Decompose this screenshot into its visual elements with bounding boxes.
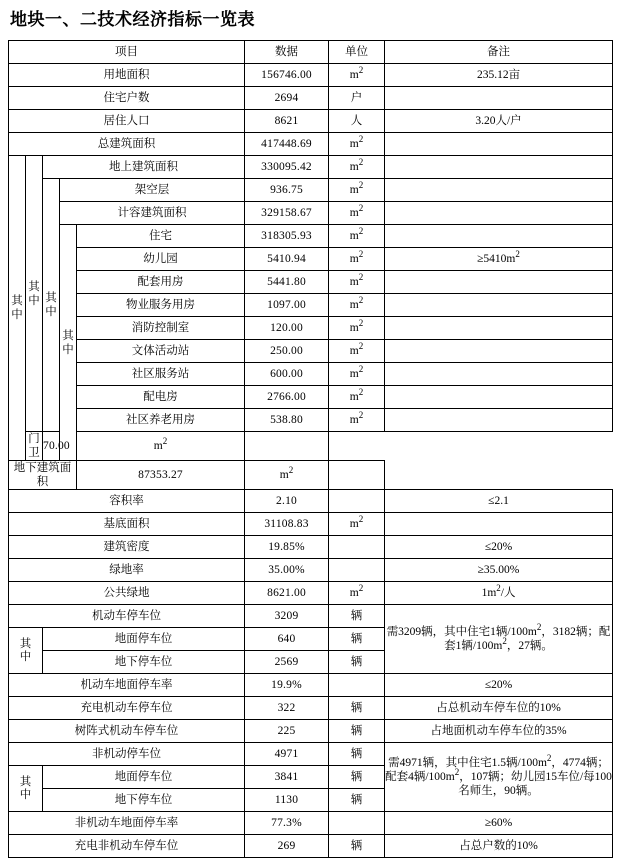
qizhong-level1	[9, 156, 26, 461]
qizhong-char-2: 中	[28, 294, 40, 307]
row-note	[385, 271, 613, 294]
row-label: 架空层	[60, 179, 245, 202]
row-label: 树阵式机动车停车位	[9, 720, 245, 743]
row-unit: 户	[329, 87, 385, 110]
row-value: 225	[245, 720, 329, 743]
row-label: 充电机动车停车位	[9, 697, 245, 720]
table-row	[9, 582, 613, 605]
row-label: 计容建筑面积	[60, 202, 245, 225]
row-value: 8621.00	[245, 582, 329, 605]
qizhong-char-1: 其	[45, 292, 57, 304]
row-note	[385, 340, 613, 363]
row-label: 充电非机动车停车位	[9, 835, 245, 858]
row-note	[385, 179, 613, 202]
row-label: 幼儿园	[77, 248, 245, 271]
row-unit: $m^2$	[329, 133, 385, 156]
row-unit	[329, 559, 385, 582]
row-note	[385, 87, 613, 110]
table-row	[9, 674, 613, 697]
table-row	[9, 202, 613, 225]
row-label: 总建筑面积	[9, 133, 245, 156]
table-row	[9, 743, 613, 766]
row-value: 269	[245, 835, 329, 858]
row-label: 物业服务用房	[77, 294, 245, 317]
row-note: $\ge 5410m^2$	[385, 248, 613, 271]
qizhong-level4	[60, 225, 77, 461]
row-label: 地面停车位	[43, 766, 245, 789]
table-row	[9, 697, 613, 720]
qizhong-char-1: 其	[62, 329, 74, 342]
qizhong-nonmotor-parking	[9, 766, 43, 812]
row-value: 318305.93	[245, 225, 329, 248]
qizhong-char-2: 中	[45, 306, 57, 318]
row-label: 地面停车位	[43, 628, 245, 651]
row-value: 2694	[245, 87, 329, 110]
row-unit: $m^2$	[329, 386, 385, 409]
indicator-table	[8, 40, 613, 858]
row-unit: 人	[329, 110, 385, 133]
row-value: 31108.83	[245, 513, 329, 536]
row-unit: $m^2$	[329, 248, 385, 271]
row-note	[385, 363, 613, 386]
qizhong-char-2: 中	[19, 650, 32, 663]
row-value: 19.85%	[245, 536, 329, 559]
row-note	[385, 202, 613, 225]
row-value: 35.00%	[245, 559, 329, 582]
row-note	[329, 461, 385, 490]
row-label: 地上建筑面积	[43, 156, 245, 179]
table-row	[9, 812, 613, 835]
row-note: ≤20%	[385, 674, 613, 697]
table-row	[9, 513, 613, 536]
row-note: 占地面机动车停车位的35%	[385, 720, 613, 743]
row-unit: 辆	[329, 651, 385, 674]
qizhong-motor-parking	[9, 628, 43, 674]
row-note: 需4971辆，其中住宅1.5辆$/100m^2$，4774辆；配套4辆$/100m^2$，107辆；幼儿园15车位/每100名师生，90辆。	[385, 743, 613, 812]
row-label: 非机动车地面停车率	[9, 812, 245, 835]
row-note	[385, 225, 613, 248]
row-label: 用地面积	[9, 64, 245, 87]
qizhong-char-2: 中	[62, 343, 74, 356]
row-unit: $m^2$	[329, 294, 385, 317]
row-label: 地下停车位	[43, 651, 245, 674]
row-unit: $m^2$	[329, 363, 385, 386]
row-label: 消防控制室	[77, 317, 245, 340]
qizhong-char-2: 中	[11, 309, 23, 321]
qizhong-char-1: 其	[28, 280, 40, 293]
row-note: ≤2.1	[385, 490, 613, 513]
row-value: 330095.42	[245, 156, 329, 179]
row-note: $1m^2/$人	[385, 582, 613, 605]
qizhong-level2	[26, 156, 43, 432]
row-value: 417448.69	[245, 133, 329, 156]
row-value: 77.3%	[245, 812, 329, 835]
row-note: 占总机动车停车位的10%	[385, 697, 613, 720]
row-note: 235.12亩	[385, 64, 613, 87]
row-note	[385, 156, 613, 179]
row-note: ≥60%	[385, 812, 613, 835]
row-value: 8621	[245, 110, 329, 133]
row-unit: $m^2$	[329, 156, 385, 179]
row-note: ≥35.00%	[385, 559, 613, 582]
row-note	[385, 294, 613, 317]
row-label: 地下停车位	[43, 789, 245, 812]
row-label: 居住人口	[9, 110, 245, 133]
table-row	[9, 432, 613, 461]
row-value: 120.00	[245, 317, 329, 340]
table-header-row	[9, 41, 613, 64]
row-label: 绿地率	[9, 559, 245, 582]
row-value: 3209	[245, 605, 329, 628]
row-unit: $m^2$	[329, 225, 385, 248]
row-unit	[329, 536, 385, 559]
table-row	[9, 340, 613, 363]
row-unit: $m^2$	[329, 179, 385, 202]
row-value: 640	[245, 628, 329, 651]
table-row	[9, 461, 613, 490]
row-unit	[329, 674, 385, 697]
row-unit	[329, 490, 385, 513]
row-value: 329158.67	[245, 202, 329, 225]
header-value: 数据	[245, 41, 329, 64]
row-note: ≤20%	[385, 536, 613, 559]
header-note: 备注	[385, 41, 613, 64]
row-label: 社区服务站	[77, 363, 245, 386]
row-value: 250.00	[245, 340, 329, 363]
row-unit: 辆	[329, 720, 385, 743]
row-value: 4971	[245, 743, 329, 766]
table-row	[9, 386, 613, 409]
table-row	[9, 156, 613, 179]
row-label: 住宅户数	[9, 87, 245, 110]
row-unit: $m^2$	[77, 432, 245, 461]
row-label: 公共绿地	[9, 582, 245, 605]
row-note	[385, 409, 613, 432]
table-row	[9, 720, 613, 743]
row-label: 配电房	[77, 386, 245, 409]
row-unit: 辆	[329, 789, 385, 812]
table-row	[9, 490, 613, 513]
row-unit: 辆	[329, 743, 385, 766]
row-unit: $m^2$	[329, 64, 385, 87]
row-label: 住宅	[77, 225, 245, 248]
row-unit: 辆	[329, 766, 385, 789]
row-note	[385, 317, 613, 340]
row-unit: $m^2$	[245, 461, 329, 490]
row-label: 配套用房	[77, 271, 245, 294]
table-row	[9, 271, 613, 294]
table-row	[9, 179, 613, 202]
table-row	[9, 133, 613, 156]
header-item: 项目	[9, 41, 245, 64]
table-row	[9, 536, 613, 559]
table-row	[9, 248, 613, 271]
row-value: 70.00	[43, 432, 60, 461]
row-unit: 辆	[329, 628, 385, 651]
row-value: 87353.27	[77, 461, 245, 490]
row-value: 3841	[245, 766, 329, 789]
row-unit: $m^2$	[329, 271, 385, 294]
row-unit	[329, 812, 385, 835]
row-note	[245, 432, 329, 461]
row-value: 2569	[245, 651, 329, 674]
qizhong-char-1: 其	[19, 775, 32, 788]
page-title: 地块一、二技术经济指标一览表	[10, 10, 255, 29]
row-value: 5410.94	[245, 248, 329, 271]
table-row	[9, 294, 613, 317]
row-value: 2766.00	[245, 386, 329, 409]
row-label: 容积率	[9, 490, 245, 513]
qizhong-char-2: 中	[19, 788, 32, 801]
row-unit: $m^2$	[329, 202, 385, 225]
row-value: 322	[245, 697, 329, 720]
table-row	[9, 317, 613, 340]
row-unit: 辆	[329, 605, 385, 628]
row-value: 2.10	[245, 490, 329, 513]
row-label: 机动车停车位	[9, 605, 245, 628]
table-row	[9, 835, 613, 858]
row-note: 需3209辆，其中住宅1辆$/100m^2$，3182辆；配套1辆$/100m^2$，27辆。	[385, 605, 613, 674]
row-value: 600.00	[245, 363, 329, 386]
row-value: 538.80	[245, 409, 329, 432]
row-value: 156746.00	[245, 64, 329, 87]
qizhong-level3	[43, 179, 60, 432]
row-label: 门卫	[26, 432, 43, 461]
row-note	[385, 513, 613, 536]
table-row	[9, 110, 613, 133]
row-label: 基底面积	[9, 513, 245, 536]
row-note	[385, 133, 613, 156]
table-row	[9, 605, 613, 628]
row-note: 3.20人/户	[385, 110, 613, 133]
row-label: 社区养老用房	[77, 409, 245, 432]
row-unit: 辆	[329, 697, 385, 720]
row-value: 936.75	[245, 179, 329, 202]
table-row	[9, 559, 613, 582]
row-label: 非机动停车位	[9, 743, 245, 766]
row-note	[385, 386, 613, 409]
row-label: 文体活动站	[77, 340, 245, 363]
row-label: 地下建筑面积	[9, 461, 77, 490]
row-unit: $m^2$	[329, 340, 385, 363]
row-unit: $m^2$	[329, 582, 385, 605]
row-unit: $m^2$	[329, 513, 385, 536]
qizhong-char-1: 其	[19, 637, 32, 650]
row-value: 1130	[245, 789, 329, 812]
row-value: 5441.80	[245, 271, 329, 294]
row-unit: $m^2$	[329, 317, 385, 340]
table-row	[9, 87, 613, 110]
row-label: 建筑密度	[9, 536, 245, 559]
table-row	[9, 225, 613, 248]
row-note: 占总户数的10%	[385, 835, 613, 858]
row-unit: 辆	[329, 835, 385, 858]
row-value: 1097.00	[245, 294, 329, 317]
row-unit: $m^2$	[329, 409, 385, 432]
table-row	[9, 363, 613, 386]
row-value: 19.9%	[245, 674, 329, 697]
table-row	[9, 64, 613, 87]
table-row	[9, 409, 613, 432]
qizhong-char-1: 其	[11, 295, 23, 307]
row-label: 机动车地面停车率	[9, 674, 245, 697]
header-unit: 单位	[329, 41, 385, 64]
